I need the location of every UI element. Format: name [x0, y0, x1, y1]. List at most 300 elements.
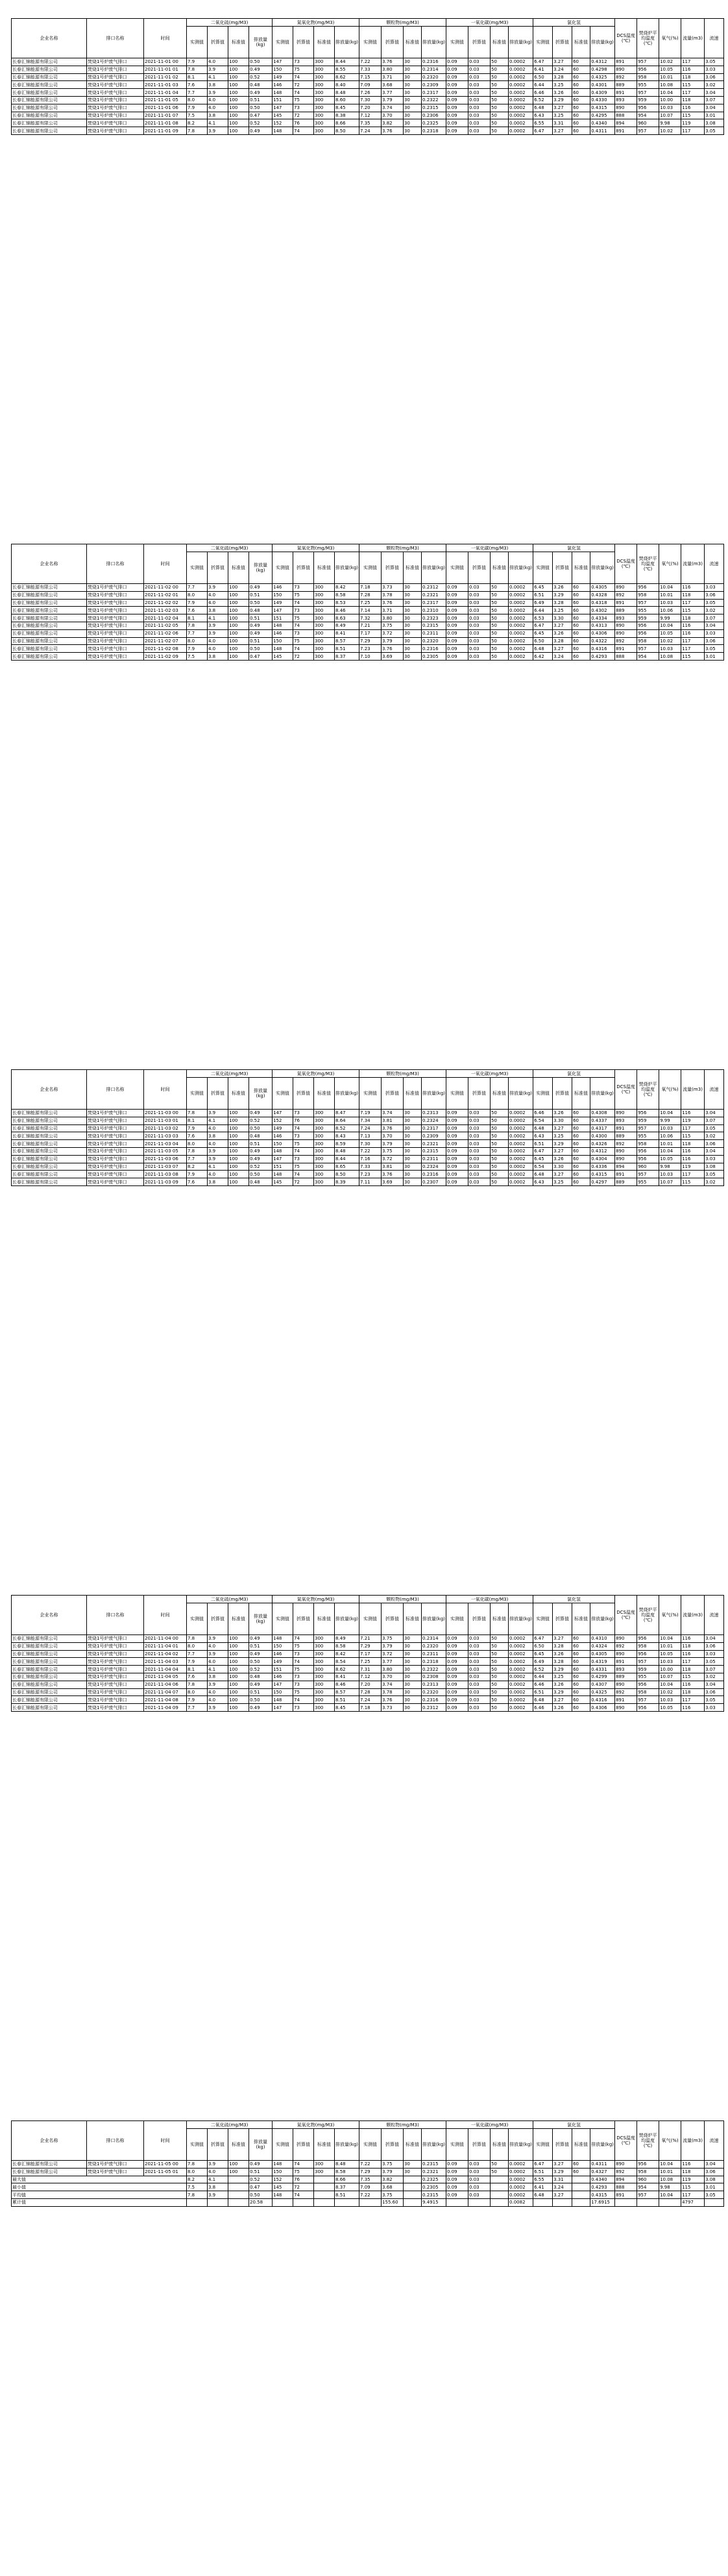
cell-value: 118 [681, 73, 705, 81]
cell-value: 7.9 [187, 645, 208, 653]
cell-value: 73 [293, 1132, 314, 1140]
rows-page-4 [12, 1635, 724, 1712]
col-time: 时间 [144, 2121, 187, 2161]
cell-time: 2021-11-01 00 [144, 58, 187, 66]
cell-value: 0.2321 [422, 1140, 446, 1148]
cell-value: 145 [273, 653, 293, 661]
cell-value: 300 [314, 1650, 335, 1658]
cell-value: 60 [572, 645, 590, 653]
cell-value: 0.2317 [422, 599, 446, 607]
cell-value: 0.2310 [422, 607, 446, 614]
cell-value: 7.09 [359, 81, 382, 89]
sub-converted: 折算值 [293, 2129, 314, 2161]
cell-value: 3.76 [382, 1124, 404, 1132]
cell-value: 0.50 [249, 1696, 273, 1704]
cell-value: 100 [228, 637, 249, 645]
cell-value: 60 [572, 1681, 590, 1688]
cell-value: 7.6 [187, 1132, 208, 1140]
cell-value: 7.15 [359, 73, 382, 81]
sub-converted: 折算值 [293, 1078, 314, 1110]
cell-value: 0.50 [249, 58, 273, 66]
cell-enterprise: 长春汇锦能源有限公司 [12, 1658, 87, 1666]
cell-value: 30 [404, 2161, 422, 2169]
cell-time: 2021-11-04 08 [144, 1696, 187, 1704]
summary-value: 17.6915 [590, 2198, 615, 2206]
cell-value: 74 [293, 1147, 314, 1155]
cell-value: 892 [615, 73, 637, 81]
cell-value: 300 [314, 104, 335, 112]
cell-value: 300 [314, 1688, 335, 1696]
cell-value: 7.8 [187, 66, 208, 73]
cell-value: 10.01 [659, 2168, 681, 2176]
summary-value: 155.60 [382, 2198, 404, 2206]
cell-time: 2021-11-04 09 [144, 1704, 187, 1712]
cell-value: 0.2315 [422, 1147, 446, 1155]
group-hcl: 氯化氢 [533, 544, 615, 552]
cell-enterprise: 长春汇锦能源有限公司 [12, 112, 87, 119]
table-row [12, 1171, 724, 1178]
table-row [12, 127, 724, 135]
table-row [12, 1658, 724, 1666]
cell-value: 300 [314, 81, 335, 89]
cell-value: 300 [314, 1171, 335, 1178]
cell-value: 151 [273, 1163, 293, 1171]
cell-value: 0.51 [249, 1140, 273, 1148]
sub-measured: 实测值 [533, 552, 553, 584]
cell-value: 889 [615, 1132, 637, 1140]
cell-enterprise: 长春汇锦能源有限公司 [12, 614, 87, 622]
cell-value: 6.51 [533, 1140, 553, 1148]
cell-value: 0.0002 [509, 1688, 533, 1696]
cell-value: 75 [293, 1140, 314, 1148]
cell-value: 7.5 [187, 653, 208, 661]
col-enterprise: 企业名称 [12, 1596, 87, 1635]
table-row [12, 1642, 724, 1650]
cell-value: 7.35 [359, 119, 382, 127]
summary-value: 3.82 [382, 2176, 404, 2183]
cell-value: 8.53 [335, 599, 359, 607]
cell-value: 73 [293, 584, 314, 592]
cell-value: 60 [572, 1642, 590, 1650]
group-co: 一氧化碳(mg/M3) [446, 1596, 533, 1603]
cell-value: 6.50 [533, 73, 553, 81]
cell-value: 50 [491, 1178, 509, 1186]
col-flow: 流量(m3) [681, 1596, 705, 1635]
cell-value: 3.80 [382, 614, 404, 622]
cell-value: 3.06 [705, 1688, 724, 1696]
cell-time: 2021-11-03 08 [144, 1171, 187, 1178]
cell-value: 151 [273, 96, 293, 104]
cell-value: 8.0 [187, 1642, 208, 1650]
table-row [12, 2168, 724, 2176]
cell-value: 0.03 [468, 1635, 491, 1643]
cell-value: 3.03 [705, 584, 724, 592]
sub-measured: 实测值 [273, 1078, 293, 1110]
cell-value: 0.49 [249, 1681, 273, 1688]
cell-value: 73 [293, 104, 314, 112]
cell-value: 0.4334 [590, 614, 615, 622]
cell-time: 2021-11-02 06 [144, 629, 187, 637]
cell-value: 3.78 [382, 591, 404, 599]
cell-value: 7.7 [187, 584, 208, 592]
cell-value: 0.09 [446, 66, 468, 73]
cell-value: 50 [491, 1696, 509, 1704]
cell-value: 0.09 [446, 2161, 468, 2169]
cell-value: 73 [293, 1155, 314, 1163]
cell-value: 955 [637, 1178, 659, 1186]
summary-value: 960 [637, 2176, 659, 2183]
cell-value: 0.03 [468, 1666, 491, 1673]
summary-value: 3.68 [382, 2183, 404, 2191]
cell-value: 118 [681, 591, 705, 599]
cell-enterprise: 长春汇锦能源有限公司 [12, 584, 87, 592]
cell-outlet: 焚烧1号炉废气排口 [87, 1635, 144, 1643]
cell-value: 3.80 [382, 1666, 404, 1673]
cell-value: 0.4316 [590, 1696, 615, 1704]
cell-value: 60 [572, 591, 590, 599]
cell-value: 8.38 [335, 112, 359, 119]
cell-value: 8.42 [335, 1650, 359, 1658]
emission-table [11, 18, 724, 135]
table-row [12, 1124, 724, 1132]
cell-value: 0.09 [446, 591, 468, 599]
cell-value: 117 [681, 599, 705, 607]
cell-value: 3.05 [705, 127, 724, 135]
summary-value [208, 2198, 228, 2206]
cell-value: 148 [273, 1147, 293, 1155]
cell-value: 8.1 [187, 1117, 208, 1124]
cell-time: 2021-11-05 01 [144, 2168, 187, 2176]
cell-value: 72 [293, 653, 314, 661]
cell-value: 0.0002 [509, 637, 533, 645]
summary-value: 74 [293, 2191, 314, 2199]
cell-value: 50 [491, 81, 509, 89]
summary-value [293, 2198, 314, 2206]
cell-value: 3.27 [553, 104, 572, 112]
summary-label: 最小值 [12, 2183, 187, 2191]
cell-outlet: 焚烧1号炉废气排口 [87, 1147, 144, 1155]
cell-value: 146 [273, 1132, 293, 1140]
cell-value: 0.2314 [422, 66, 446, 73]
cell-outlet: 焚烧1号炉废气排口 [87, 73, 144, 81]
summary-value: 8.66 [335, 2176, 359, 2183]
cell-value: 115 [681, 1132, 705, 1140]
cell-value: 7.23 [359, 1171, 382, 1178]
cell-value: 9.98 [659, 119, 681, 127]
group-co: 一氧化碳(mg/M3) [446, 2121, 533, 2129]
cell-value: 0.03 [468, 1147, 491, 1155]
cell-value: 3.28 [553, 637, 572, 645]
cell-value: 890 [615, 629, 637, 637]
cell-value: 145 [273, 112, 293, 119]
cell-value: 7.24 [359, 127, 382, 135]
cell-value: 7.25 [359, 599, 382, 607]
table-row [12, 66, 724, 73]
cell-value: 50 [491, 1635, 509, 1643]
sub-emission: 排放量(kg) [590, 1078, 615, 1110]
summary-value: 3.01 [705, 2183, 724, 2191]
col-oxygen: 氧气(%) [659, 1596, 681, 1635]
cell-value: 3.9 [208, 1635, 228, 1643]
cell-value: 300 [314, 58, 335, 66]
cell-outlet: 焚烧1号炉废气排口 [87, 89, 144, 97]
summary-value [468, 2198, 491, 2206]
cell-value: 150 [273, 591, 293, 599]
sub-measured: 实测值 [273, 27, 293, 58]
cell-value: 956 [637, 1110, 659, 1117]
cell-value: 3.26 [553, 629, 572, 637]
cell-value: 8.47 [335, 1110, 359, 1117]
cell-value: 146 [273, 584, 293, 592]
cell-value: 6.47 [533, 1635, 553, 1643]
cell-value: 3.9 [208, 1110, 228, 1117]
cell-value: 30 [404, 89, 422, 97]
cell-value: 300 [314, 2168, 335, 2176]
cell-value: 117 [681, 1658, 705, 1666]
col-enterprise: 企业名称 [12, 19, 87, 58]
cell-value: 0.09 [446, 607, 468, 614]
cell-value: 0.03 [468, 629, 491, 637]
cell-value: 3.30 [553, 1117, 572, 1124]
cell-value: 116 [681, 629, 705, 637]
cell-value: 3.08 [705, 1163, 724, 1171]
cell-value: 0.03 [468, 73, 491, 81]
cell-value: 4.0 [208, 1642, 228, 1650]
summary-value: 8.51 [335, 2191, 359, 2199]
cell-value: 957 [637, 1171, 659, 1178]
cell-value: 960 [637, 1163, 659, 1171]
cell-value: 3.28 [553, 599, 572, 607]
sub-converted: 折算值 [553, 552, 572, 584]
cell-enterprise: 长春汇锦能源有限公司 [12, 1704, 87, 1712]
sub-emission: 排放量(kg) [590, 2129, 615, 2161]
summary-value [615, 2198, 637, 2206]
sub-converted: 折算值 [382, 2129, 404, 2161]
cell-value: 117 [681, 1124, 705, 1132]
cell-value: 0.03 [468, 2161, 491, 2169]
cell-value: 8.43 [335, 1132, 359, 1140]
cell-value: 3.9 [208, 89, 228, 97]
cell-value: 50 [491, 645, 509, 653]
cell-value: 6.54 [533, 1163, 553, 1171]
cell-value: 118 [681, 1140, 705, 1148]
summary-value: 0.52 [249, 2176, 273, 2183]
cell-value: 60 [572, 104, 590, 112]
cell-outlet: 焚烧1号炉废气排口 [87, 96, 144, 104]
cell-value: 0.4315 [590, 104, 615, 112]
cell-value: 74 [293, 1635, 314, 1643]
cell-value: 957 [637, 1124, 659, 1132]
cell-value: 0.2315 [422, 2161, 446, 2169]
cell-value: 0.0002 [509, 2161, 533, 2169]
cell-value: 889 [615, 1673, 637, 1681]
summary-value: 0.4315 [590, 2191, 615, 2199]
cell-value: 100 [228, 1124, 249, 1132]
cell-value: 0.51 [249, 1642, 273, 1650]
cell-value: 72 [293, 1178, 314, 1186]
cell-value: 3.26 [553, 1155, 572, 1163]
cell-value: 6.54 [533, 1117, 553, 1124]
table-row [12, 622, 724, 629]
sub-standard: 标准值 [572, 2129, 590, 2161]
col-speed: 流速 [705, 1070, 724, 1110]
cell-value: 0.0002 [509, 1171, 533, 1178]
cell-value: 0.2321 [422, 591, 446, 599]
cell-value: 0.09 [446, 104, 468, 112]
cell-value: 0.49 [249, 1155, 273, 1163]
cell-value: 0.09 [446, 1178, 468, 1186]
cell-value: 890 [615, 1681, 637, 1688]
cell-value: 117 [681, 637, 705, 645]
cell-value: 3.72 [382, 629, 404, 637]
cell-value: 50 [491, 127, 509, 135]
cell-value: 3.07 [705, 1117, 724, 1124]
cell-value: 30 [404, 1673, 422, 1681]
cell-value: 300 [314, 1124, 335, 1132]
cell-value: 3.75 [382, 1147, 404, 1155]
cell-value: 0.2323 [422, 614, 446, 622]
sub-standard: 标准值 [314, 1078, 335, 1110]
group-dust: 颗粒物(mg/M3) [359, 1070, 446, 1078]
summary-value [228, 2191, 249, 2199]
col-outlet: 排口名称 [87, 1070, 144, 1110]
cell-value: 0.4326 [590, 1140, 615, 1148]
cell-value: 893 [615, 614, 637, 622]
cell-value: 7.9 [187, 104, 208, 112]
cell-value: 0.0002 [509, 1673, 533, 1681]
sub-converted: 折算值 [208, 1603, 228, 1635]
cell-value: 890 [615, 1704, 637, 1712]
cell-value: 50 [491, 104, 509, 112]
sub-measured: 实测值 [359, 1603, 382, 1635]
cell-value: 891 [615, 599, 637, 607]
summary-value: 152 [273, 2176, 293, 2183]
sub-measured: 实测值 [446, 27, 468, 58]
cell-value: 4.1 [208, 614, 228, 622]
cell-value: 0.03 [468, 1155, 491, 1163]
sub-measured: 实测值 [273, 1603, 293, 1635]
cell-value: 956 [637, 2161, 659, 2169]
summary-value: 20.58 [249, 2198, 273, 2206]
cell-value: 30 [404, 1110, 422, 1117]
cell-value: 888 [615, 653, 637, 661]
sub-standard: 标准值 [228, 27, 249, 58]
cell-value: 954 [637, 112, 659, 119]
cell-value: 3.07 [705, 96, 724, 104]
cell-value: 60 [572, 1635, 590, 1643]
cell-value: 0.09 [446, 1658, 468, 1666]
cell-time: 2021-11-04 02 [144, 1650, 187, 1658]
cell-value: 147 [273, 607, 293, 614]
cell-value: 0.4324 [590, 1642, 615, 1650]
cell-value: 300 [314, 1681, 335, 1688]
group-co: 一氧化碳(mg/M3) [446, 1070, 533, 1078]
cell-value: 100 [228, 104, 249, 112]
cell-value: 10.04 [659, 1147, 681, 1155]
cell-value: 8.41 [335, 629, 359, 637]
cell-value: 147 [273, 1155, 293, 1163]
cell-value: 7.12 [359, 112, 382, 119]
table-row [12, 1650, 724, 1658]
cell-value: 0.09 [446, 112, 468, 119]
cell-value: 117 [681, 1171, 705, 1178]
summary-value [637, 2198, 659, 2206]
cell-value: 0.03 [468, 1673, 491, 1681]
emission-table [11, 1595, 724, 1712]
sub-emission: 排放量(kg) [422, 552, 446, 584]
summary-value: 891 [615, 2191, 637, 2199]
sub-measured: 实测值 [187, 552, 208, 584]
col-enterprise: 企业名称 [12, 1070, 87, 1110]
cell-value: 0.03 [468, 1163, 491, 1171]
cell-value: 0.52 [249, 1163, 273, 1171]
cell-value: 958 [637, 1642, 659, 1650]
cell-value: 956 [637, 104, 659, 112]
col-outlet: 排口名称 [87, 19, 144, 58]
col-flow: 流量(m3) [681, 1070, 705, 1110]
cell-value: 4.1 [208, 1117, 228, 1124]
cell-value: 10.02 [659, 637, 681, 645]
cell-value: 8.0 [187, 96, 208, 104]
cell-value: 0.0002 [509, 1650, 533, 1658]
cell-value: 146 [273, 629, 293, 637]
sub-standard: 标准值 [572, 1603, 590, 1635]
cell-value: 0.0002 [509, 645, 533, 653]
cell-value: 100 [228, 1178, 249, 1186]
cell-enterprise: 长春汇锦能源有限公司 [12, 89, 87, 97]
cell-value: 8.52 [335, 1124, 359, 1132]
cell-value: 148 [273, 2161, 293, 2169]
cell-value: 6.47 [533, 2161, 553, 2169]
col-flow: 流量(m3) [681, 2121, 705, 2161]
cell-value: 0.51 [249, 1688, 273, 1696]
cell-outlet: 焚烧1号炉废气排口 [87, 119, 144, 127]
cell-value: 0.51 [249, 2168, 273, 2176]
summary-value [705, 2198, 724, 2206]
summary-value [491, 2191, 509, 2199]
cell-value: 8.1 [187, 1666, 208, 1673]
cell-value: 4.0 [208, 1696, 228, 1704]
cell-value: 50 [491, 96, 509, 104]
cell-enterprise: 长春汇锦能源有限公司 [12, 1635, 87, 1643]
sub-converted: 折算值 [208, 1078, 228, 1110]
cell-value: 8.54 [335, 1658, 359, 1666]
cell-value: 8.65 [335, 1163, 359, 1171]
cell-value: 6.51 [533, 2168, 553, 2176]
cell-value: 3.75 [382, 622, 404, 629]
cell-value: 892 [615, 1140, 637, 1148]
cell-value: 6.48 [533, 1124, 553, 1132]
cell-time: 2021-11-04 01 [144, 1642, 187, 1650]
cell-value: 6.49 [533, 599, 553, 607]
summary-value: 0.09 [446, 2191, 468, 2199]
cell-value: 7.7 [187, 89, 208, 97]
sub-converted: 折算值 [208, 27, 228, 58]
cell-value: 893 [615, 96, 637, 104]
cell-value: 8.59 [335, 1140, 359, 1148]
cell-value: 0.0002 [509, 1117, 533, 1124]
cell-enterprise: 长春汇锦能源有限公司 [12, 1155, 87, 1163]
cell-enterprise: 长春汇锦能源有限公司 [12, 81, 87, 89]
cell-outlet: 焚烧1号炉废气排口 [87, 1117, 144, 1124]
cell-value: 0.2320 [422, 73, 446, 81]
cell-value: 118 [681, 1642, 705, 1650]
cell-value: 119 [681, 1117, 705, 1124]
cell-value: 150 [273, 1688, 293, 1696]
cell-value: 74 [293, 1171, 314, 1178]
cell-time: 2021-11-03 00 [144, 1110, 187, 1117]
cell-value: 956 [637, 629, 659, 637]
